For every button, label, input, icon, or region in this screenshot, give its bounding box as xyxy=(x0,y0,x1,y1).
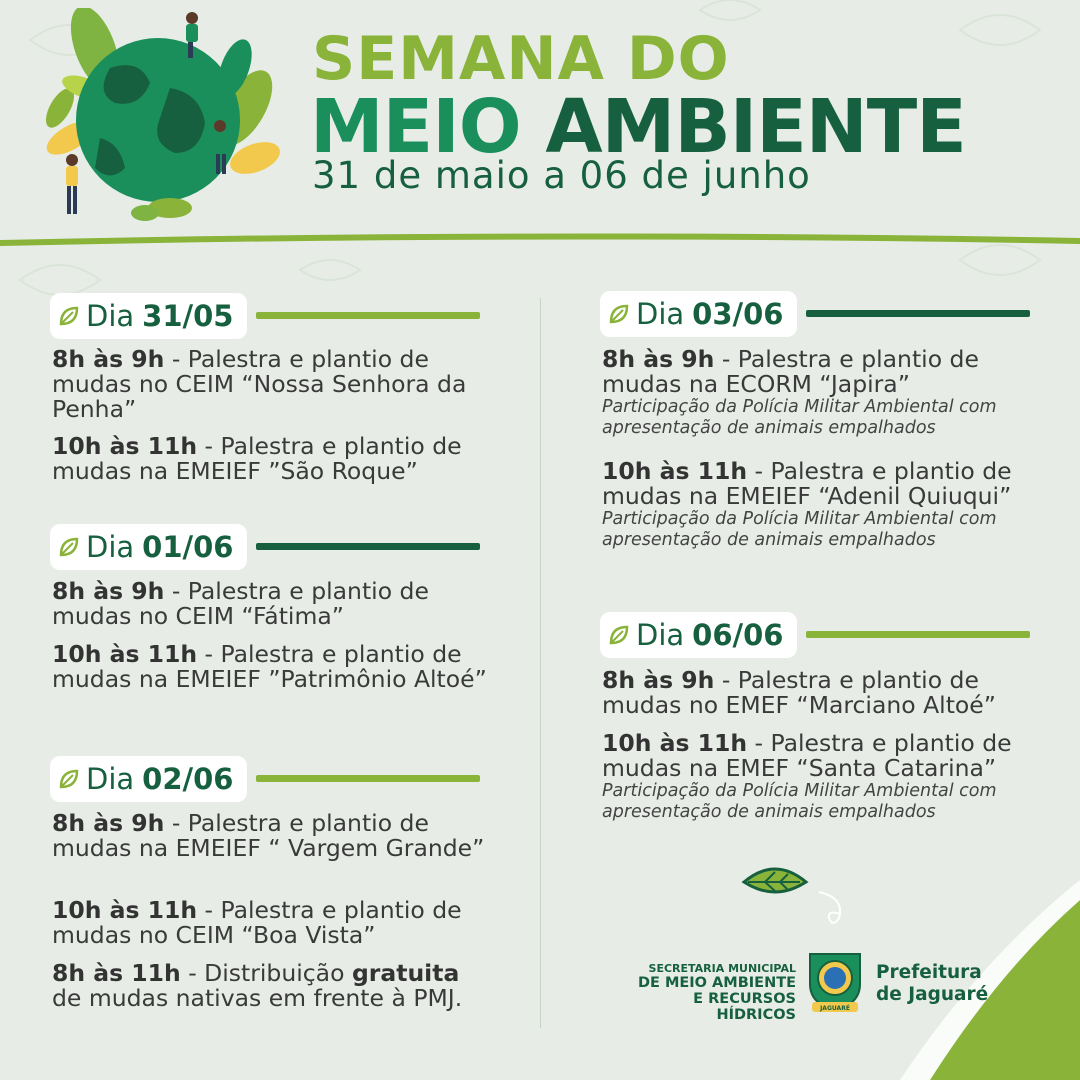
day-pill xyxy=(50,293,247,339)
event-text: - Palestra e plantio de mudas no CEIM “Boa Vista” xyxy=(52,896,462,949)
event-time: 10h às 11h xyxy=(52,432,198,460)
leaf-icon xyxy=(740,862,810,902)
day-date: 06/06 xyxy=(692,618,784,652)
event-text: - Palestra e plantio de mudas na ECORM “Japira” xyxy=(602,345,979,398)
event-item xyxy=(52,961,492,1011)
event-note: Participação da Polícia Militar Ambiental com apresentação de animais empalhados xyxy=(602,397,997,438)
day-pill xyxy=(50,524,247,570)
day-header-06-06 xyxy=(600,612,1030,658)
event-item xyxy=(602,668,1042,718)
svg-text:JAGUARÉ: JAGUARÉ xyxy=(820,1005,850,1012)
event-time: 8h às 9h xyxy=(52,809,165,837)
day-line xyxy=(256,775,480,782)
day-pill xyxy=(600,612,797,658)
day-label: Dia xyxy=(636,297,685,331)
date-range: 31 de maio a 06 de junho xyxy=(312,154,811,197)
event-time: 10h às 11h xyxy=(602,457,748,485)
day-date: 02/06 xyxy=(142,762,234,796)
day-label: Dia xyxy=(86,299,135,333)
event-bold-word: gratuita xyxy=(351,959,460,987)
event-note: Participação da Polícia Militar Ambiental com apresentação de animais empalhados xyxy=(602,781,997,822)
leaf-icon xyxy=(58,305,80,327)
day-header-02-06 xyxy=(50,756,480,802)
event-item xyxy=(602,731,1042,823)
event-note: Participação da Polícia Militar Ambiental com apresentação de animais empalhados xyxy=(602,509,997,550)
event-text: - Palestra e plantio de mudas no CEIM “Nossa Senhora da Penha” xyxy=(52,345,467,423)
event-text: - Palestra e plantio de mudas na EMEIEF ”Patrimônio Altoé” xyxy=(52,640,487,693)
secretaria-line-1: SECRETARIA MUNICIPAL xyxy=(648,962,796,975)
prefeitura-logo-text xyxy=(876,962,988,1006)
event-text: - Palestra e plantio de mudas na EMEIEF “Adenil Quiuqui” xyxy=(602,457,1012,510)
event-item xyxy=(52,811,492,861)
prefeitura-line-2: de Jaguaré xyxy=(876,984,989,1005)
title-word-meio: MEIO xyxy=(310,84,521,170)
event-item xyxy=(52,898,492,948)
event-text: - Distribuição xyxy=(180,959,352,987)
event-time: 10h às 11h xyxy=(52,896,198,924)
day-label: Dia xyxy=(86,530,135,564)
day-date: 31/05 xyxy=(142,299,234,333)
globe-illustration xyxy=(30,8,290,226)
event-text: - Palestra e plantio de mudas na EMEIEF ”São Roque” xyxy=(52,432,462,485)
event-time: 8h às 9h xyxy=(52,577,165,605)
earth-globe xyxy=(76,38,240,202)
day-header-31-05 xyxy=(50,293,480,339)
day-date: 01/06 xyxy=(142,530,234,564)
leaf-icon xyxy=(608,303,630,325)
event-time: 10h às 11h xyxy=(52,640,198,668)
day-pill xyxy=(600,291,797,337)
event-text: - Palestra e plantio de mudas no CEIM “Fátima” xyxy=(52,577,429,630)
event-time: 8h às 9h xyxy=(52,345,165,373)
day-line xyxy=(806,310,1030,317)
day-header-03-06 xyxy=(600,291,1030,337)
prefeitura-line-1: Prefeitura xyxy=(876,962,982,983)
day-line xyxy=(256,543,480,550)
event-text: - Palestra e plantio de mudas na EMEF “Santa Catarina” xyxy=(602,729,1012,782)
column-divider xyxy=(540,298,541,1028)
day-header-01-06 xyxy=(50,524,480,570)
event-text-2: de mudas nativas em frente à PMJ. xyxy=(52,984,463,1012)
title-line-1: SEMANA DO xyxy=(312,24,730,94)
title-word-ambiente: AMBIENTE xyxy=(545,84,966,170)
leaf-icon xyxy=(58,536,80,558)
event-item xyxy=(52,642,492,692)
jaguare-seal-icon xyxy=(804,948,866,1014)
day-date: 03/06 xyxy=(692,297,784,331)
event-item xyxy=(602,459,1042,551)
day-line xyxy=(806,631,1030,638)
event-time: 8h às 11h xyxy=(52,959,181,987)
event-time: 8h às 9h xyxy=(602,666,715,694)
day-line xyxy=(256,312,480,319)
leaf-icon xyxy=(608,624,630,646)
event-time: 8h às 9h xyxy=(602,345,715,373)
event-item xyxy=(52,579,492,629)
event-text: - Palestra e plantio de mudas no EMEF “Marciano Altoé” xyxy=(602,666,996,719)
secretaria-line-3: E RECURSOS HÍDRICOS xyxy=(693,991,796,1023)
secretaria-line-2: DE MEIO AMBIENTE xyxy=(637,975,796,991)
day-label: Dia xyxy=(636,618,685,652)
event-text: - Palestra e plantio de mudas na EMEIEF “ Vargem Grande” xyxy=(52,809,485,862)
secretaria-logo-text xyxy=(612,962,796,1023)
header-divider-band xyxy=(0,226,1080,256)
swirl-icon xyxy=(815,888,855,933)
day-label: Dia xyxy=(86,762,135,796)
event-item xyxy=(52,434,492,484)
day-pill xyxy=(50,756,247,802)
leaf-icon xyxy=(58,768,80,790)
event-item xyxy=(602,347,1042,439)
event-item xyxy=(52,347,492,422)
event-time: 10h às 11h xyxy=(602,729,748,757)
